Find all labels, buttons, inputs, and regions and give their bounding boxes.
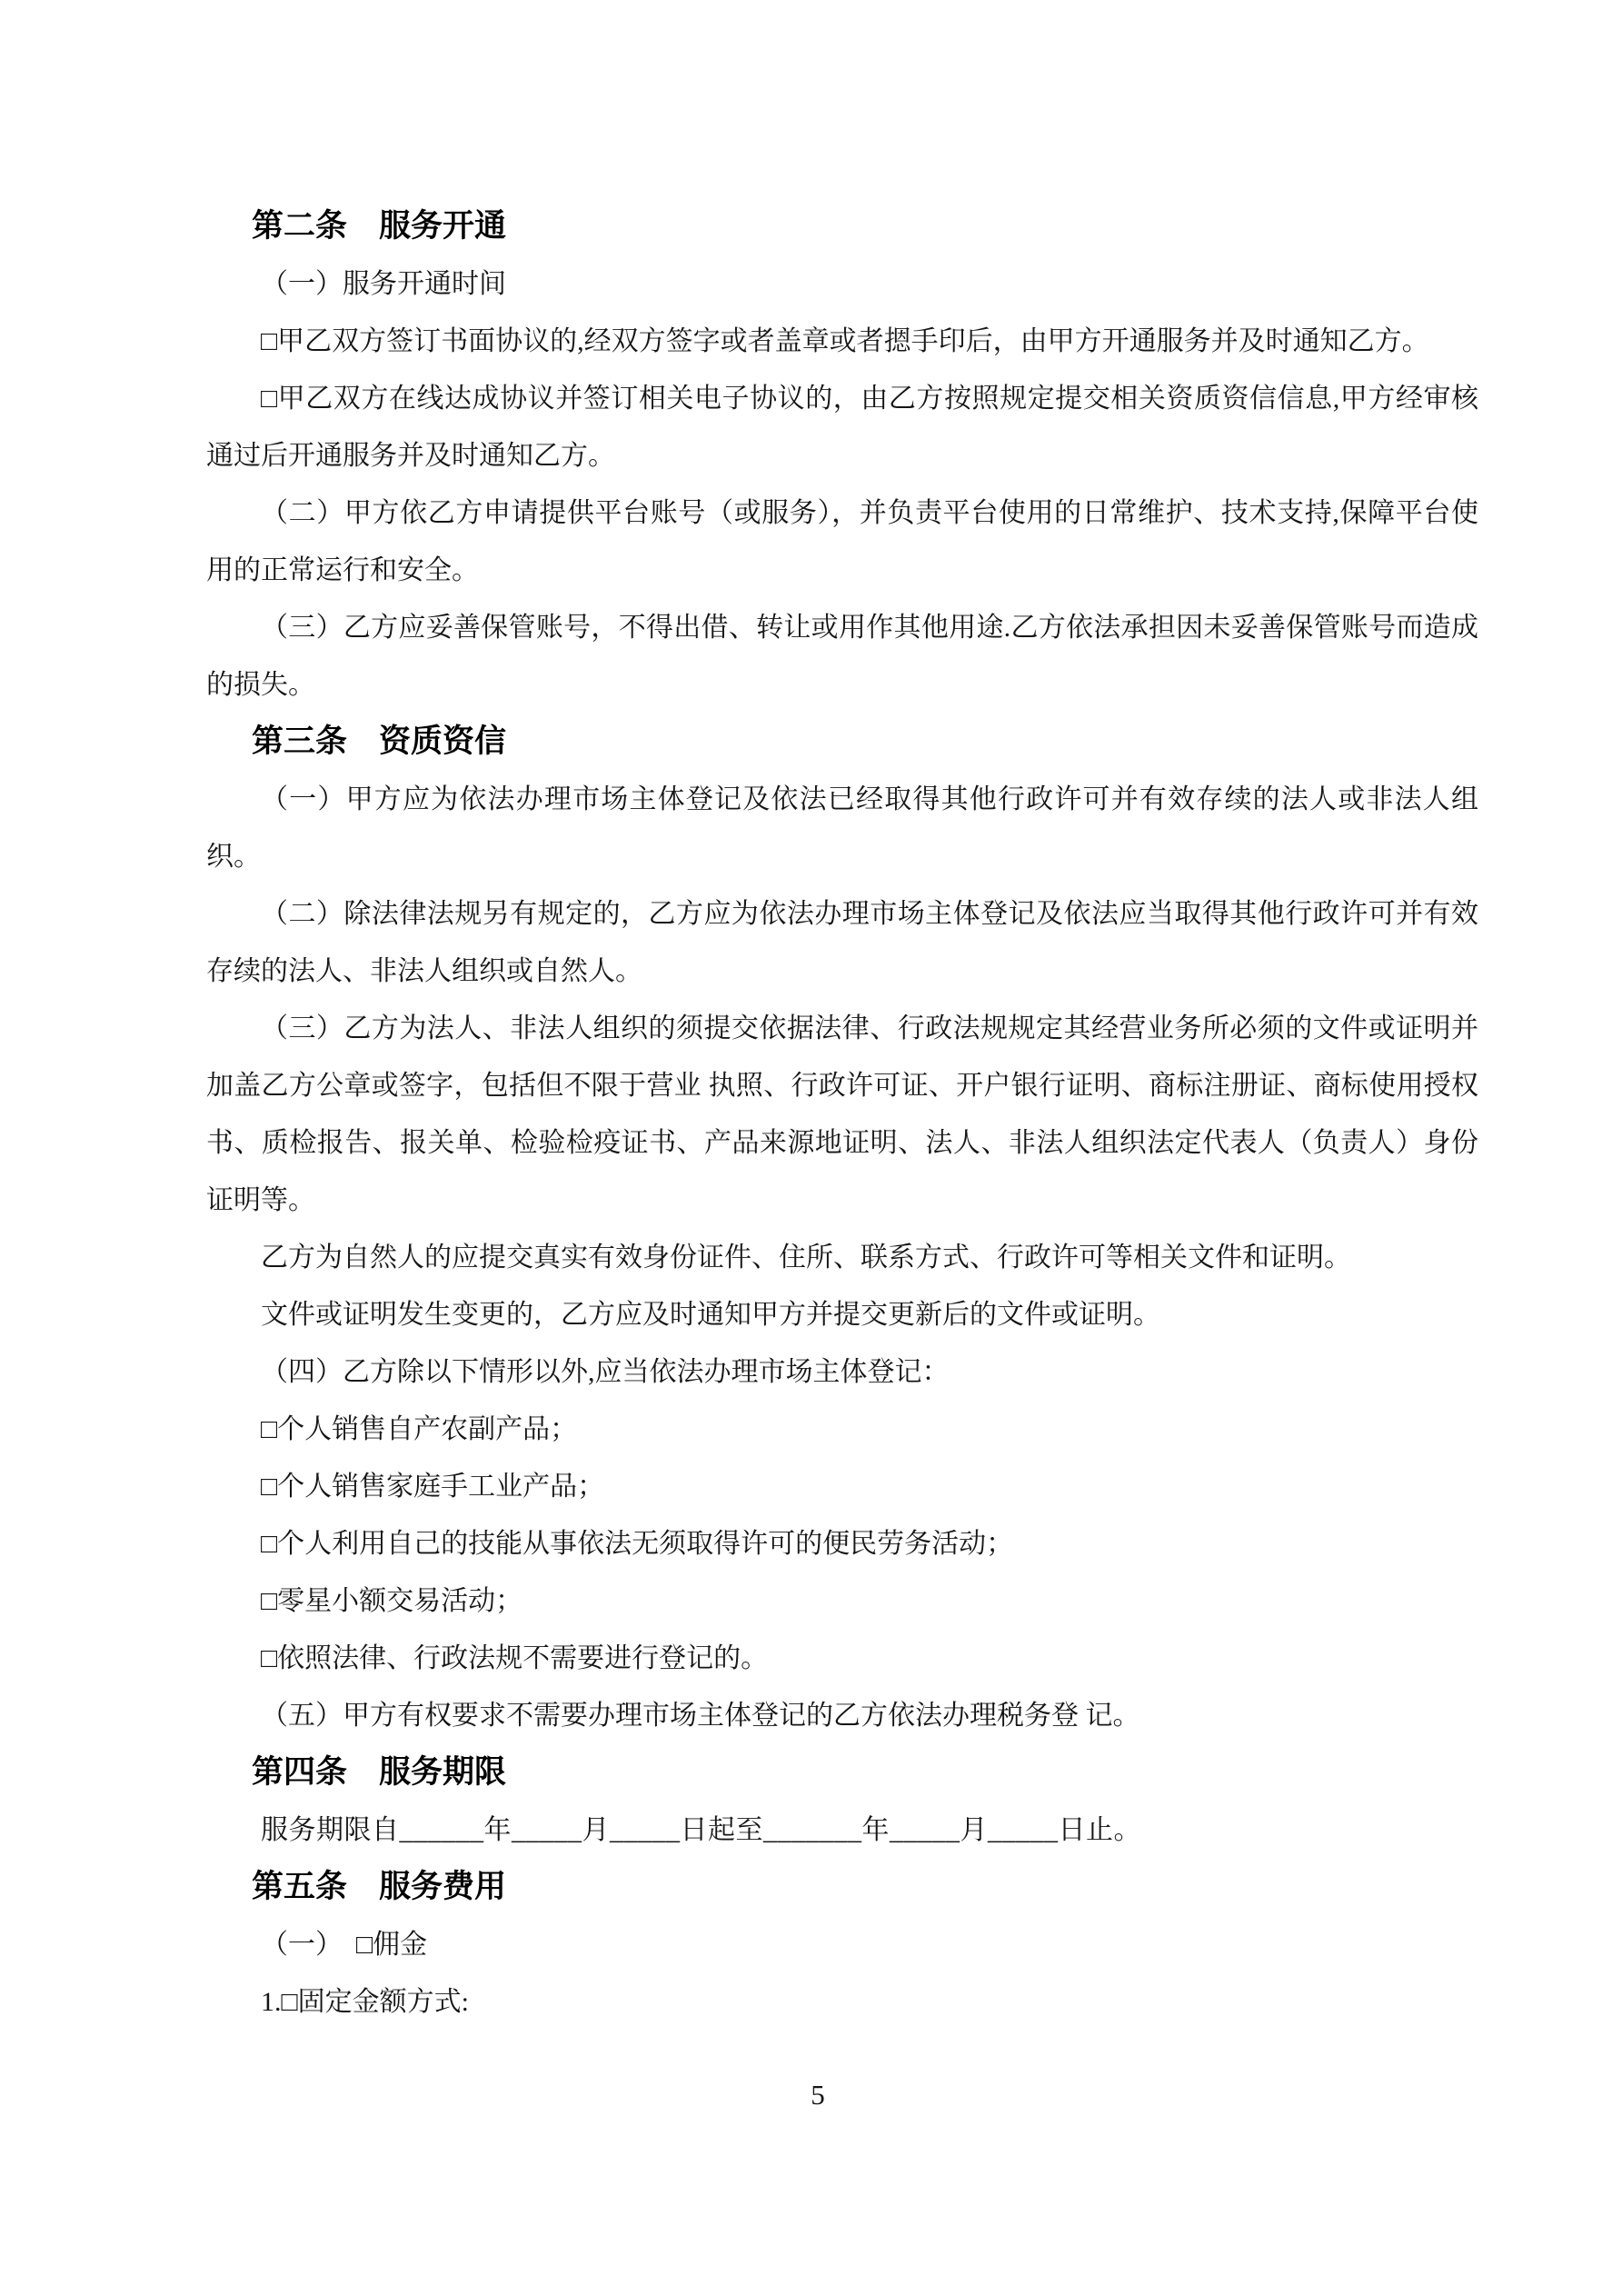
blank-form-line: 服务期限自______年_____月_____日起至_______年_____月_____日止。	[261, 1815, 1141, 1845]
checkbox-paragraph: □依照法律、行政法规不需要进行登记的。	[261, 1643, 769, 1673]
article-heading: 第四条 服务期限	[252, 1754, 507, 1791]
article-heading: 第五条 服务费用	[252, 1869, 507, 1905]
checkbox-paragraph: □个人利用自己的技能从事依法无须取得许可的便民劳务活动；	[261, 1529, 1014, 1559]
checkbox-paragraph: □零星小额交易活动；	[261, 1586, 523, 1616]
checkbox-paragraph: □甲乙双方签订书面协议的,经双方签字或者盖章或者摁手印后，由甲方开通服务并及时通知乙方。	[261, 326, 1429, 356]
clause-paragraph: （一）甲方应为依法办理市场主体登记及依法已经取得其他行政许可并有效存续的法人或非法人组织。	[206, 784, 1478, 872]
checkbox-paragraph: □个人销售家庭手工业产品；	[261, 1472, 605, 1502]
checkbox-paragraph: □个人销售自产农副产品；	[261, 1414, 578, 1444]
clause-paragraph: （二）除法律法规另有规定的，乙方应为依法办理市场主体登记及依法应当取得其他行政许可并有效存续的法人、非法人组织或自然人。	[206, 899, 1478, 986]
clause-paragraph: （一）服务开通时间	[261, 269, 506, 299]
clause-paragraph: （二）甲方依乙方申请提供平台账号（或服务），并负责平台使用的日常维护、技术支持,保障平台使用的正常运行和安全。	[206, 498, 1478, 585]
clause-paragraph: （四）乙方除以下情形以外,应当依法办理市场主体登记：	[261, 1357, 950, 1387]
article-heading: 第三条 资质资信	[252, 724, 507, 760]
checkbox-paragraph: □甲乙双方在线达成协议并签订相关电子协议的，由乙方按照规定提交相关资质资信信息,甲方经审核通过后开通服务并及时通知乙方。	[206, 384, 1478, 471]
clause-paragraph: （五）甲方有权要求不需要办理市场主体登记的乙方依法办理税务登 记。	[261, 1701, 1140, 1731]
clause-paragraph: （三）乙方应妥善保管账号，不得出借、转让或用作其他用途.乙方依法承担因未妥善保管账号而造成的损失。	[206, 613, 1478, 700]
clause-paragraph: 1.□固定金额方式:	[261, 1987, 469, 2017]
clause-paragraph: （三）乙方为法人、非法人组织的须提交依据法律、行政法规规定其经营业务所必须的文件或证明并加盖乙方公章或签字，包括但不限于营业 执照、行政许可证、开户银行证明、商标注册证、商标使用授权书、质检报告、报关单、检验检疫证书、产品来源地证明、法人、非法人组织法定代表人（负责人）身份证明等。	[206, 1013, 1478, 1215]
clause-paragraph: 乙方为自然人的应提交真实有效身份证件、住所、联系方式、行政许可等相关文件和证明。	[261, 1243, 1351, 1273]
clause-paragraph: 文件或证明发生变更的，乙方应及时通知甲方并提交更新后的文件或证明。	[261, 1300, 1160, 1330]
page-number: 5	[811, 2079, 825, 2111]
document-body	[206, 198, 1478, 2031]
article-heading: 第二条 服务开通	[252, 208, 507, 245]
clause-paragraph: （一） □佣金	[261, 1930, 428, 1960]
